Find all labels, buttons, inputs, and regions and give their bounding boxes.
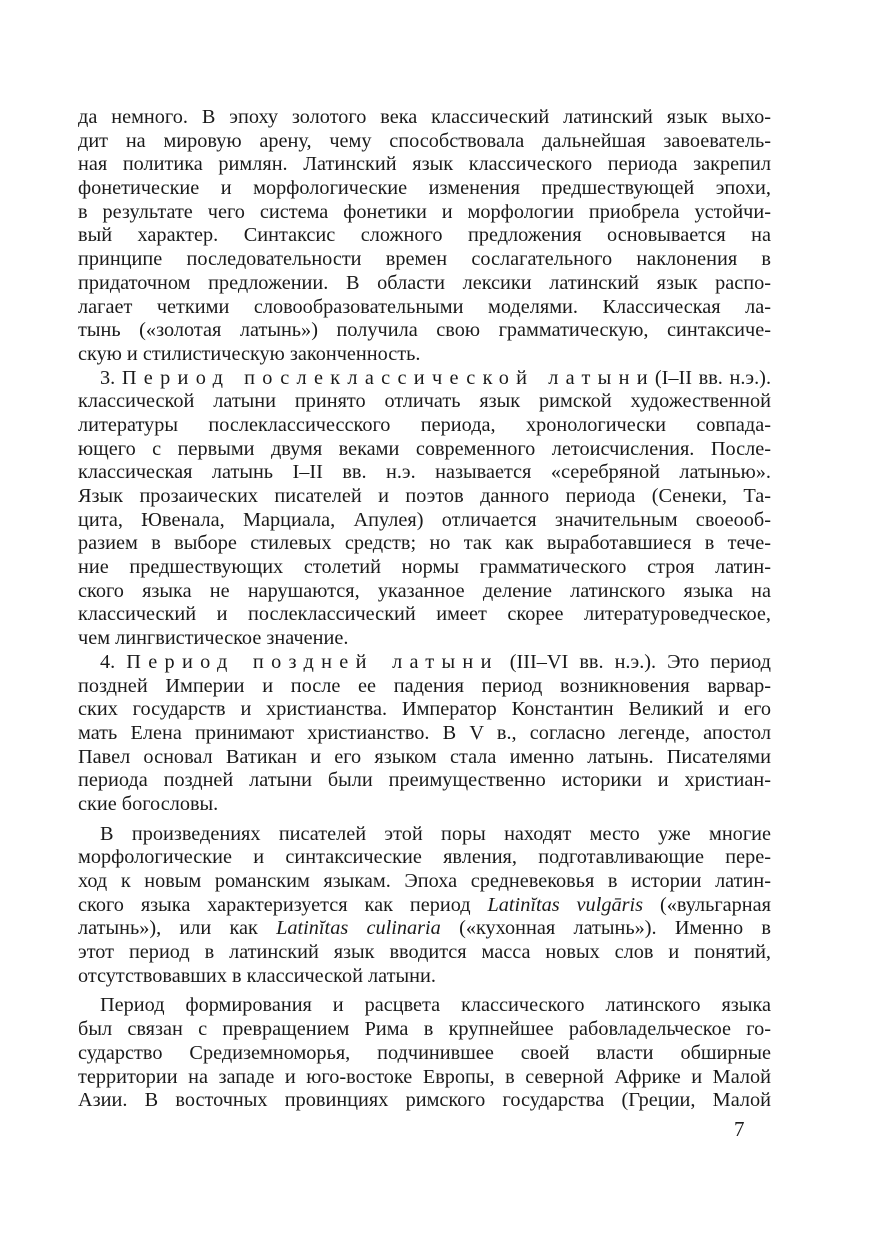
text-line [78, 153, 771, 177]
text-line [78, 746, 771, 770]
italic-term: Latinĭtas culinaria [276, 917, 441, 940]
spaced-heading: Период послеклассической латыни [121, 366, 655, 389]
text-line [78, 769, 771, 793]
text-segment: дит на мировую арену, чему способствовала дальнейшая завоеватель- [78, 129, 771, 152]
text-line [78, 1089, 771, 1113]
paragraph [78, 106, 771, 367]
text-segment: цита, Ювенала, Марциала, Апулея) отличается значительным своеооб- [78, 508, 771, 531]
text-segment: (III–VI вв. н.э.). Это период [498, 650, 771, 673]
text-line [78, 556, 771, 580]
text-segment: латынь»), или как [78, 917, 277, 940]
text-segment: ского языка характеризуется как период [78, 893, 488, 916]
text-segment: ние предшествующих столетий нормы грамматического строя латин- [78, 556, 771, 579]
paragraph [78, 651, 771, 817]
text-line [78, 651, 771, 675]
text-segment: периода поздней латыни были преимущественно историки и христиан- [78, 769, 771, 792]
text-segment: в результате чего система фонетики и морфологии приобрела устойчи- [78, 200, 771, 223]
text-line [78, 870, 771, 894]
text-segment: литературы послеклассичесского периода, хронологически совпада- [78, 413, 771, 436]
paragraph [78, 823, 771, 989]
text-segment: да немного. В эпоху золотого века классический латинский язык выхо- [78, 106, 771, 128]
text-segment: В произведениях писателей этой поры находят место уже многие [100, 822, 771, 845]
text-line [78, 627, 771, 651]
text-line [78, 965, 771, 989]
text-segment: тынь («золотая латынь») получила свою грамматическую, синтаксиче- [78, 319, 771, 342]
text-segment: («вульгарная [643, 893, 771, 916]
page-number: 7 [734, 1117, 745, 1141]
text-segment: ная политика римлян. Латинский язык классического периода закрепил [78, 153, 771, 176]
text-segment: был связан с превращением Рима в крупнейшее рабовладельческое го- [78, 1018, 771, 1041]
text-line [78, 319, 771, 343]
text-line [78, 1066, 771, 1090]
text-segment: Азии. В восточных провинциях римского государства (Греции, Малой [78, 1089, 771, 1112]
text-segment: поздней Империи и после ее падения период возникновения варвар- [78, 674, 771, 697]
text-segment: вый характер. Синтаксис сложного предложения основывается на [78, 224, 771, 247]
text-segment: ские богословы. [78, 792, 219, 815]
text-segment: морфологические и синтаксические явления, подготавливающие пере- [78, 846, 771, 869]
text-line [78, 201, 771, 225]
text-segment: принципе последовательности времен сослагательного наклонения в [78, 248, 771, 271]
text-segment: классическая латынь I–II вв. н.э. называется «серебряной латынью». [78, 461, 771, 484]
text-segment: ских государств и христианства. Император Константин Великий и его [78, 698, 771, 721]
text-line [78, 438, 771, 462]
text-line [78, 296, 771, 320]
text-line [78, 343, 771, 367]
text-line [78, 106, 771, 130]
text-segment: отсутствовавших в классической латыни. [78, 964, 436, 987]
text-line [78, 994, 771, 1018]
text-line [78, 793, 771, 817]
text-line [78, 603, 771, 627]
text-segment: фонетические и морфологические изменения предшествующей эпохи, [78, 177, 771, 200]
text-line [78, 846, 771, 870]
text-line [78, 941, 771, 965]
text-segment: скую и стилистическую законченность. [78, 342, 421, 365]
text-line [78, 509, 771, 533]
text-line [78, 367, 771, 391]
text-segment: разием в выборе стилевых средств; но так как выработавшиеся в тече- [78, 532, 771, 555]
text-line [78, 917, 771, 941]
text-segment: Язык прозаических писателей и поэтов данного периода (Сенеки, Та- [78, 485, 771, 507]
text-segment: Период формирования и расцвета классического латинского языка [100, 994, 771, 1017]
text-line [78, 461, 771, 485]
text-line [78, 130, 771, 154]
text-segment: ского языка не нарушаются, указанное деление латинского языка на [78, 579, 771, 602]
text-segment: ющего с первыми двумя веками современного летоисчисления. После- [78, 437, 771, 460]
text-line [78, 580, 771, 604]
text-segment: классический и послеклассический имеет скорее литературоведческое, [78, 603, 771, 626]
paragraph [78, 994, 771, 1112]
text-segment: Павел основал Ватикан и его языком стала именно латынь. Писателями [78, 745, 771, 768]
text-segment: лагает четкими словообразовательными моделями. Классическая ла- [78, 295, 771, 318]
text-line [78, 485, 771, 509]
text-segment: придаточном предложении. В области лексики латинский язык распо- [78, 271, 771, 294]
text-segment: территории на западе и юго-востоке Европы, в северной Африке и Малой [78, 1065, 771, 1088]
spaced-heading: Период поздней латыни [126, 650, 499, 673]
text-segment: этот период в латинский язык вводится масса новых слов и понятий, [78, 941, 771, 964]
text-line [78, 414, 771, 438]
text-line [78, 1018, 771, 1042]
text-line [78, 224, 771, 248]
text-segment: мать Елена принимают христианство. В V в., согласно легенде, апостол [78, 721, 771, 744]
text-line [78, 675, 771, 699]
text-line [78, 1042, 771, 1066]
text-segment: (I–II вв. н.э.). [654, 366, 771, 389]
text-line [78, 698, 771, 722]
text-line [78, 248, 771, 272]
text-line [78, 894, 771, 918]
text-line [78, 390, 771, 414]
text-segment: ход к новым романским языкам. Эпоха средневековья в истории латин- [78, 870, 771, 892]
italic-term: Latinĭtas vulgāris [487, 893, 644, 916]
page-body [78, 106, 771, 1113]
text-segment: классической латыни принято отличать язык римской художественной [78, 390, 771, 413]
text-segment: сударство Средиземноморья, подчинившее своей власти обширные [78, 1041, 771, 1064]
text-line [78, 532, 771, 556]
text-line [78, 272, 771, 296]
text-line [78, 177, 771, 201]
paragraph [78, 367, 771, 651]
text-segment: 4. [100, 650, 127, 673]
text-segment: 3. [100, 366, 122, 389]
text-segment: («кухонная латынь»). Именно в [440, 917, 771, 940]
text-line [78, 722, 771, 746]
text-line [78, 823, 771, 847]
text-segment: чем лингвистическое значение. [78, 627, 349, 650]
